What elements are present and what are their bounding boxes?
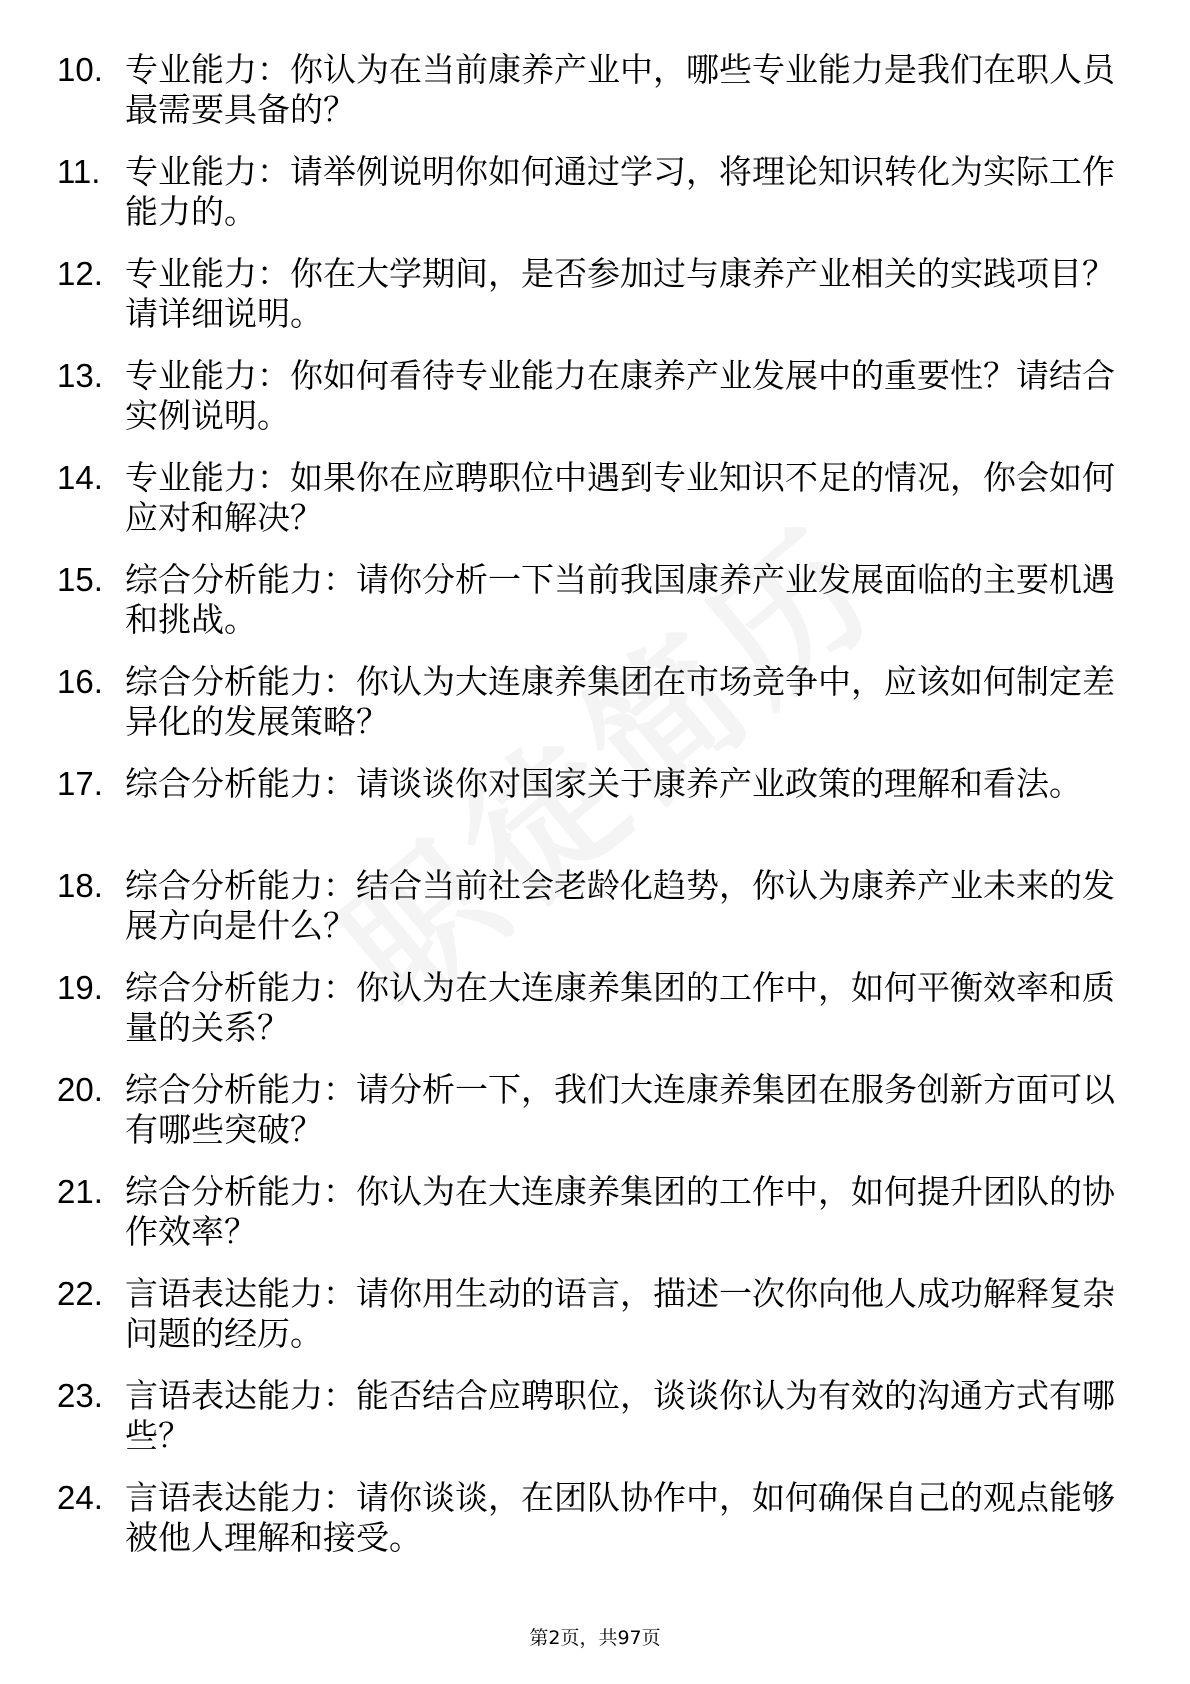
question-number: 17. xyxy=(57,765,103,802)
question-list xyxy=(57,50,1137,1580)
question-text: 综合分析能力：你认为在大连康养集团的工作中，如何提升团队的协作效率？ xyxy=(125,1172,1115,1251)
question-text: 综合分析能力：请你分析一下当前我国康养产业发展面临的主要机遇和挑战。 xyxy=(125,560,1115,639)
question-text: 言语表达能力：请你谈谈，在团队协作中，如何确保自己的观点能够被他人理解和接受。 xyxy=(125,1478,1115,1557)
question-text: 言语表达能力：能否结合应聘职位，谈谈你认为有效的沟通方式有哪些？ xyxy=(125,1376,1115,1455)
question-item xyxy=(57,1172,1137,1274)
question-item xyxy=(57,866,1137,968)
question-number: 10. xyxy=(57,51,103,88)
question-item xyxy=(57,254,1137,356)
question-number: 12. xyxy=(57,255,103,292)
question-item xyxy=(57,152,1137,254)
question-item xyxy=(57,356,1137,458)
question-number: 21. xyxy=(57,1173,103,1210)
question-item xyxy=(57,560,1137,662)
question-text: 专业能力：请举例说明你如何通过学习，将理论知识转化为实际工作能力的。 xyxy=(125,152,1115,231)
question-number: 23. xyxy=(57,1377,103,1414)
question-item xyxy=(57,1376,1137,1478)
question-number: 13. xyxy=(57,357,103,394)
question-number: 11. xyxy=(57,153,101,190)
question-number: 22. xyxy=(57,1275,103,1312)
question-item xyxy=(57,968,1137,1070)
question-item xyxy=(57,662,1137,764)
question-text: 专业能力：如果你在应聘职位中遇到专业知识不足的情况，你会如何应对和解决？ xyxy=(125,458,1115,537)
question-item xyxy=(57,458,1137,560)
question-number: 24. xyxy=(57,1479,103,1516)
question-number: 15. xyxy=(57,561,103,598)
question-text: 综合分析能力：你认为大连康养集团在市场竞争中，应该如何制定差异化的发展策略？ xyxy=(125,662,1115,741)
question-number: 20. xyxy=(57,1071,103,1108)
question-text: 综合分析能力：结合当前社会老龄化趋势，你认为康养产业未来的发展方向是什么？ xyxy=(125,866,1115,945)
question-number: 19. xyxy=(57,969,103,1006)
question-number: 14. xyxy=(57,459,103,496)
question-text: 专业能力：你在大学期间，是否参加过与康养产业相关的实践项目？请详细说明。 xyxy=(125,254,1115,333)
question-item xyxy=(57,1478,1137,1580)
question-item xyxy=(57,1274,1137,1376)
question-number: 16. xyxy=(57,663,103,700)
question-item xyxy=(57,764,1137,866)
question-text: 专业能力：你认为在当前康养产业中，哪些专业能力是我们在职人员最需要具备的？ xyxy=(125,50,1115,129)
question-text: 专业能力：你如何看待专业能力在康养产业发展中的重要性？请结合实例说明。 xyxy=(125,356,1115,435)
question-text: 综合分析能力：请谈谈你对国家关于康养产业政策的理解和看法。 xyxy=(125,764,1082,803)
question-text: 综合分析能力：你认为在大连康养集团的工作中，如何平衡效率和质量的关系？ xyxy=(125,968,1115,1047)
page-indicator: 第2页，共97页 xyxy=(529,1627,661,1649)
question-text: 综合分析能力：请分析一下，我们大连康养集团在服务创新方面可以有哪些突破？ xyxy=(125,1070,1115,1149)
question-item xyxy=(57,1070,1137,1172)
question-item xyxy=(57,50,1137,152)
question-number: 18. xyxy=(57,867,103,904)
question-text: 言语表达能力：请你用生动的语言，描述一次你向他人成功解释复杂问题的经历。 xyxy=(125,1274,1115,1353)
